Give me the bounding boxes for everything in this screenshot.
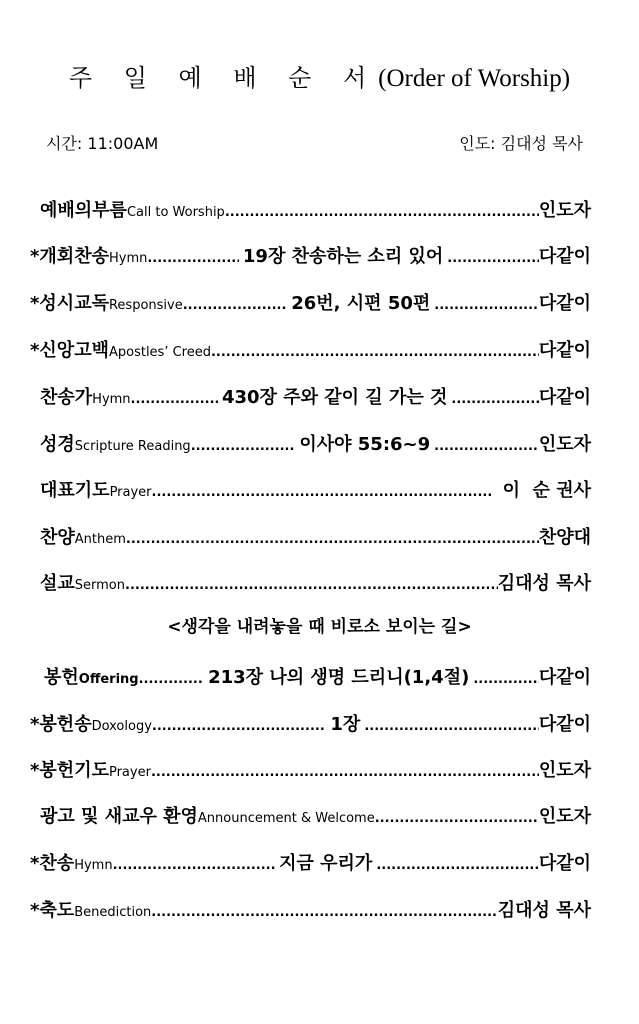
list-item bbox=[30, 336, 591, 362]
item-label: 설교 bbox=[40, 573, 75, 594]
item-middle: 213장 나의 생명 드리니(1,4절) bbox=[208, 667, 470, 688]
item-right: 김대성 목사 bbox=[497, 900, 591, 921]
leader-dots bbox=[447, 246, 539, 267]
item-label: 찬양 bbox=[40, 527, 75, 548]
item-english: Hymn bbox=[74, 858, 113, 873]
item-label: 예배의부름 bbox=[40, 200, 127, 221]
list-item bbox=[30, 896, 591, 922]
item-label: *성시교독 bbox=[30, 293, 109, 314]
list-item bbox=[44, 663, 591, 689]
list-item bbox=[30, 289, 591, 315]
sermon-title: <생각을 내려놓을 때 비로소 보이는 길> bbox=[167, 617, 472, 637]
item-middle: 26번, 시편 50편 bbox=[291, 293, 431, 314]
leader-dots bbox=[191, 434, 296, 455]
item-label: *축도 bbox=[30, 900, 75, 921]
item-english: Hymn bbox=[108, 251, 148, 266]
item-label: *개회찬송 bbox=[30, 246, 109, 267]
item-right: 다같이 bbox=[538, 293, 591, 314]
service-leader: 인도: 김대성 목사 bbox=[459, 134, 583, 153]
item-middle: 이사야 55:6~9 bbox=[299, 434, 431, 455]
item-label: 대표기도 bbox=[40, 480, 110, 501]
item-english: Sermon bbox=[74, 578, 126, 593]
leader-dots bbox=[139, 667, 205, 688]
item-right: 인도자 bbox=[538, 760, 591, 781]
item-label: 광고 및 새교우 환영 bbox=[40, 806, 198, 827]
item-label: *봉헌기도 bbox=[30, 760, 109, 781]
item-right: 인도자 bbox=[538, 434, 591, 455]
item-label: 성경 bbox=[40, 434, 75, 455]
list-item bbox=[40, 383, 591, 409]
leader-dots bbox=[113, 853, 276, 874]
item-middle: 1장 bbox=[330, 714, 361, 735]
leader-dots bbox=[126, 527, 539, 548]
item-english: Scripture Reading bbox=[74, 439, 191, 454]
list-item bbox=[40, 523, 591, 549]
title-english: (Order of Worship) bbox=[378, 65, 571, 92]
service-time: 시간: 11:00AM bbox=[46, 134, 159, 153]
item-label: *찬송 bbox=[30, 853, 75, 874]
leader-dots bbox=[152, 714, 327, 735]
leader-dots bbox=[183, 293, 288, 314]
item-english: Doxology bbox=[91, 719, 152, 734]
item-label: *봉헌송 bbox=[30, 714, 92, 735]
item-english: Offering bbox=[78, 672, 139, 687]
leader-dots bbox=[225, 200, 539, 221]
leader-dots bbox=[151, 760, 539, 781]
item-right: 김대성 목사 bbox=[497, 573, 591, 594]
leader-dots bbox=[451, 387, 538, 408]
leader-dots bbox=[473, 667, 539, 688]
item-right: 다같이 bbox=[538, 853, 591, 874]
item-english: Hymn bbox=[92, 392, 131, 407]
item-english: Anthem bbox=[74, 532, 126, 547]
leader-dots bbox=[376, 853, 539, 874]
list-item bbox=[30, 756, 591, 782]
leader-dots bbox=[364, 714, 539, 735]
list-item bbox=[40, 430, 591, 456]
list-item bbox=[30, 849, 591, 875]
item-english: Announcement & Welcome bbox=[197, 811, 375, 826]
item-right: 다같이 bbox=[538, 667, 591, 688]
item-label: 찬송가 bbox=[40, 387, 93, 408]
item-right: 이 순 권사 bbox=[502, 480, 591, 501]
item-english: Call to Worship bbox=[126, 205, 225, 220]
leader-dots bbox=[131, 387, 218, 408]
item-right: 인도자 bbox=[538, 806, 591, 827]
item-right: 다같이 bbox=[538, 387, 591, 408]
leader-dots bbox=[152, 480, 493, 501]
item-english: Prayer bbox=[108, 765, 151, 780]
item-english: Benediction bbox=[74, 905, 152, 920]
list-item bbox=[40, 196, 591, 222]
leader-dots bbox=[434, 434, 539, 455]
item-label: *신앙고백 bbox=[30, 340, 109, 361]
item-english: Apostles’ Creed bbox=[108, 345, 211, 360]
leader-dots bbox=[375, 806, 539, 827]
item-label: 봉헌 bbox=[44, 667, 79, 688]
leader-dots bbox=[434, 293, 539, 314]
item-right: 찬양대 bbox=[538, 527, 591, 548]
item-right: 다같이 bbox=[538, 246, 591, 267]
item-english: Prayer bbox=[109, 485, 152, 500]
leader-dots bbox=[211, 340, 539, 361]
item-right: 다같이 bbox=[538, 340, 591, 361]
item-english: Responsive bbox=[108, 298, 183, 313]
list-item bbox=[30, 242, 591, 268]
list-item bbox=[30, 710, 591, 736]
list-item bbox=[40, 802, 591, 828]
page-title bbox=[0, 58, 639, 93]
item-right: 다같이 bbox=[538, 714, 591, 735]
item-middle: 430장 주와 같이 길 가는 것 bbox=[221, 387, 448, 408]
list-item bbox=[40, 476, 591, 502]
title-korean: 주 일 예 배 순 서 bbox=[68, 64, 379, 92]
leader-dots bbox=[151, 900, 498, 921]
leader-dots bbox=[125, 573, 498, 594]
item-right: 인도자 bbox=[538, 200, 591, 221]
item-middle: 지금 우리가 bbox=[279, 853, 373, 874]
item-middle: 19장 찬송하는 소리 있어 bbox=[242, 246, 444, 267]
leader-dots bbox=[147, 246, 239, 267]
list-item bbox=[40, 569, 591, 595]
